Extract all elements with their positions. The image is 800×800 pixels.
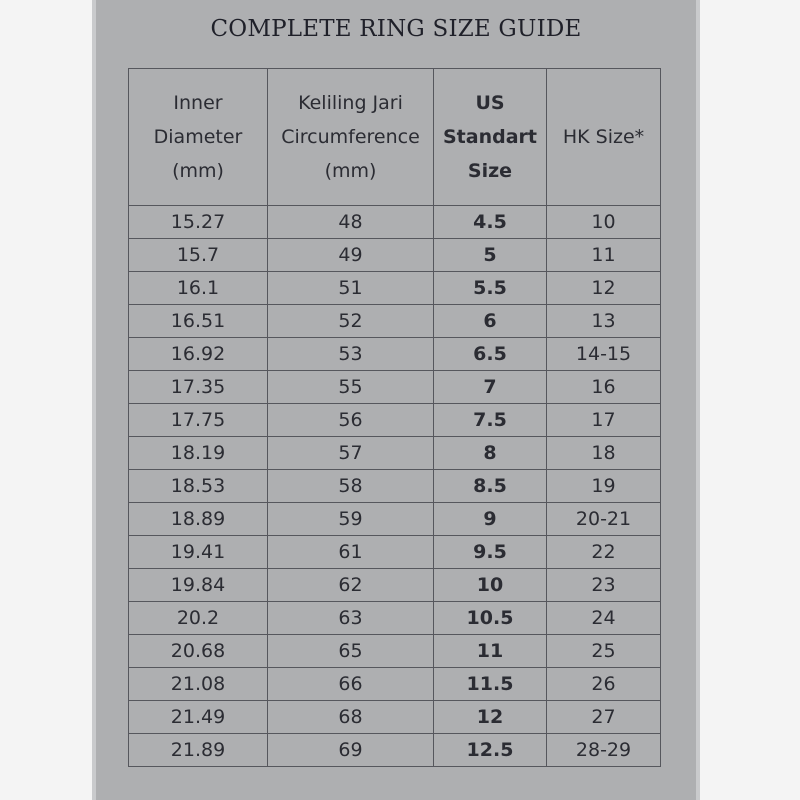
header-line: Size (467, 160, 513, 182)
table-row (129, 239, 661, 272)
us-size-cell: 5 (434, 239, 547, 272)
hk-size-cell: 12 (547, 272, 661, 305)
circumference-cell: 68 (268, 701, 434, 734)
header-row (129, 69, 661, 206)
circumference-cell: 55 (268, 371, 434, 404)
hk-size-cell: 17 (547, 404, 661, 437)
circumference-cell: 53 (268, 338, 434, 371)
circumference-cell: 59 (268, 503, 434, 536)
hk-size-cell: 22 (547, 536, 661, 569)
table-row (129, 404, 661, 437)
hk-size-cell: 11 (547, 239, 661, 272)
inner-diameter-cell: 18.53 (129, 470, 268, 503)
header-hk-size (547, 69, 661, 206)
hk-size-cell: 26 (547, 668, 661, 701)
inner-diameter-cell: 16.92 (129, 338, 268, 371)
table-row (129, 470, 661, 503)
inner-diameter-cell: 16.51 (129, 305, 268, 338)
us-size-cell: 8 (434, 437, 547, 470)
us-size-cell: 12 (434, 701, 547, 734)
us-size-cell: 11 (434, 635, 547, 668)
table-row (129, 536, 661, 569)
header-us-size (434, 69, 547, 206)
table-body (129, 206, 661, 767)
header-line: Circumference (281, 126, 420, 148)
hk-size-cell: 27 (547, 701, 661, 734)
hk-size-cell: 24 (547, 602, 661, 635)
hk-size-cell: 28-29 (547, 734, 661, 767)
inner-diameter-cell: 20.68 (129, 635, 268, 668)
table-row (129, 635, 661, 668)
table-row (129, 503, 661, 536)
inner-diameter-cell: 17.35 (129, 371, 268, 404)
us-size-cell: 8.5 (434, 470, 547, 503)
us-size-cell: 7.5 (434, 404, 547, 437)
circumference-cell: 58 (268, 470, 434, 503)
header-line: HK Size* (562, 126, 645, 148)
hk-size-cell: 19 (547, 470, 661, 503)
header-inner-diameter (129, 69, 268, 206)
inner-diameter-cell: 16.1 (129, 272, 268, 305)
hk-size-cell: 23 (547, 569, 661, 602)
table-row (129, 272, 661, 305)
hk-size-cell: 20-21 (547, 503, 661, 536)
hk-size-cell: 25 (547, 635, 661, 668)
hk-size-cell: 14-15 (547, 338, 661, 371)
circumference-cell: 48 (268, 206, 434, 239)
hk-size-cell: 13 (547, 305, 661, 338)
table-row (129, 371, 661, 404)
inner-diameter-cell: 17.75 (129, 404, 268, 437)
us-size-cell: 9 (434, 503, 547, 536)
table-row (129, 437, 661, 470)
table-row (129, 701, 661, 734)
header-line: Inner (173, 92, 223, 114)
us-size-cell: 6.5 (434, 338, 547, 371)
header-line: Keliling Jari (298, 92, 403, 114)
circumference-cell: 57 (268, 437, 434, 470)
us-size-cell: 4.5 (434, 206, 547, 239)
inner-diameter-cell: 15.27 (129, 206, 268, 239)
hk-size-cell: 10 (547, 206, 661, 239)
panel-edge-right (696, 0, 700, 800)
header-circumference (268, 69, 434, 206)
table-row (129, 602, 661, 635)
circumference-cell: 66 (268, 668, 434, 701)
ring-size-table (128, 68, 661, 767)
header-line: US (475, 92, 505, 114)
inner-diameter-cell: 21.49 (129, 701, 268, 734)
us-size-cell: 12.5 (434, 734, 547, 767)
us-size-cell: 5.5 (434, 272, 547, 305)
circumference-cell: 69 (268, 734, 434, 767)
us-size-cell: 6 (434, 305, 547, 338)
circumference-cell: 62 (268, 569, 434, 602)
inner-diameter-cell: 21.89 (129, 734, 268, 767)
table-row (129, 206, 661, 239)
header-line: Diameter (153, 126, 243, 148)
header-line: (mm) (172, 160, 224, 182)
circumference-cell: 63 (268, 602, 434, 635)
table-row (129, 668, 661, 701)
us-size-cell: 7 (434, 371, 547, 404)
circumference-cell: 52 (268, 305, 434, 338)
inner-diameter-cell: 15.7 (129, 239, 268, 272)
circumference-cell: 56 (268, 404, 434, 437)
us-size-cell: 9.5 (434, 536, 547, 569)
panel-edge-left (92, 0, 96, 800)
table-row (129, 569, 661, 602)
inner-diameter-cell: 18.89 (129, 503, 268, 536)
page-title: COMPLETE RING SIZE GUIDE (210, 16, 582, 42)
us-size-cell: 11.5 (434, 668, 547, 701)
us-size-cell: 10 (434, 569, 547, 602)
inner-diameter-cell: 19.41 (129, 536, 268, 569)
table-row (129, 734, 661, 767)
hk-size-cell: 16 (547, 371, 661, 404)
table-row (129, 338, 661, 371)
circumference-cell: 49 (268, 239, 434, 272)
circumference-cell: 61 (268, 536, 434, 569)
inner-diameter-cell: 21.08 (129, 668, 268, 701)
header-line: Standart (443, 126, 537, 148)
header-line: (mm) (324, 160, 377, 182)
circumference-cell: 65 (268, 635, 434, 668)
inner-diameter-cell: 18.19 (129, 437, 268, 470)
table-row (129, 305, 661, 338)
us-size-cell: 10.5 (434, 602, 547, 635)
circumference-cell: 51 (268, 272, 434, 305)
inner-diameter-cell: 19.84 (129, 569, 268, 602)
inner-diameter-cell: 20.2 (129, 602, 268, 635)
hk-size-cell: 18 (547, 437, 661, 470)
